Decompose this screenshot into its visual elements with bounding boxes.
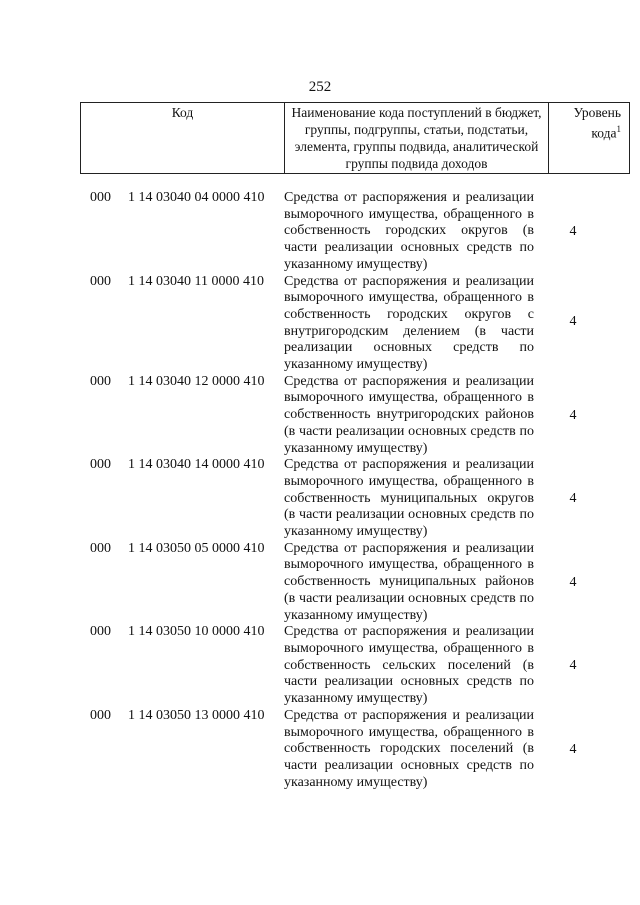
table-row — [0, 624, 640, 708]
code-description: Средства от распоряжения и реализации выморочного имущества, обращенного в собственность муниципальных округов (в части реализации основных средств по указанному имуществу) — [284, 457, 534, 540]
table-row — [0, 457, 640, 541]
table-row — [0, 374, 640, 458]
admin-code: 000 — [90, 273, 111, 289]
header-level — [549, 103, 630, 174]
code-list — [0, 190, 640, 791]
code-level: 4 — [569, 313, 577, 329]
page-number: 252 — [308, 79, 332, 95]
admin-code: 000 — [90, 373, 111, 389]
admin-code: 000 — [90, 457, 111, 473]
code-description: Средства от распоряжения и реализации выморочного имущества, обращенного в собственность городских округов с внутригородским делением (в части реализации основных средств по указанному имуществу) — [284, 273, 534, 373]
budget-code: 1 14 03050 10 0000 410 — [128, 624, 265, 640]
header-level-label: Уровень кода — [573, 105, 621, 141]
code-description: Средства от распоряжения и реализации выморочного имущества, обращенного в собственность внутригородских районов (в части реализации основных средств по указанному имуществу) — [284, 373, 534, 456]
code-level: 4 — [569, 491, 577, 507]
table-row — [0, 541, 640, 625]
admin-code: 000 — [90, 707, 111, 723]
code-description: Средства от распоряжения и реализации выморочного имущества, обращенного в собственность городских округов (в части реализации основных средств по указанному имуществу) — [284, 190, 534, 272]
code-description: Средства от распоряжения и реализации выморочного имущества, обращенного в собственность сельских поселений (в части реализации основных средств по указанному имуществу) — [284, 624, 534, 707]
code-level: 4 — [569, 407, 577, 423]
code-level: 4 — [569, 574, 577, 590]
budget-code: 1 14 03050 05 0000 410 — [128, 540, 265, 556]
table-row — [0, 274, 640, 374]
admin-code: 000 — [90, 540, 111, 556]
code-level: 4 — [569, 224, 577, 239]
header-code: Код — [81, 103, 285, 174]
code-level: 4 — [569, 658, 577, 674]
budget-code: 1 14 03050 13 0000 410 — [128, 707, 265, 723]
code-description: Средства от распоряжения и реализации выморочного имущества, обращенного в собственность муниципальных районов (в части реализации основных средств по указанному имуществу) — [284, 540, 534, 623]
budget-code: 1 14 03040 12 0000 410 — [128, 373, 265, 389]
table-row — [0, 708, 640, 792]
table-header — [80, 102, 630, 174]
budget-code: 1 14 03040 14 0000 410 — [128, 457, 265, 473]
admin-code: 000 — [90, 190, 111, 205]
table-row — [0, 190, 640, 274]
footnote-marker: 1 — [616, 124, 621, 134]
admin-code: 000 — [90, 624, 111, 640]
budget-code: 1 14 03040 04 0000 410 — [128, 190, 265, 205]
code-description: Средства от распоряжения и реализации выморочного имущества, обращенного в собственность городских поселений (в части реализации основных средств по указанному имуществу) — [284, 707, 534, 790]
header-name: Наименование кода поступлений в бюджет, группы, подгруппы, статьи, подстатьи, элемента, группы подвида, аналитической группы подвида доходов — [285, 103, 549, 174]
budget-code: 1 14 03040 11 0000 410 — [128, 273, 264, 289]
code-level: 4 — [569, 741, 577, 757]
